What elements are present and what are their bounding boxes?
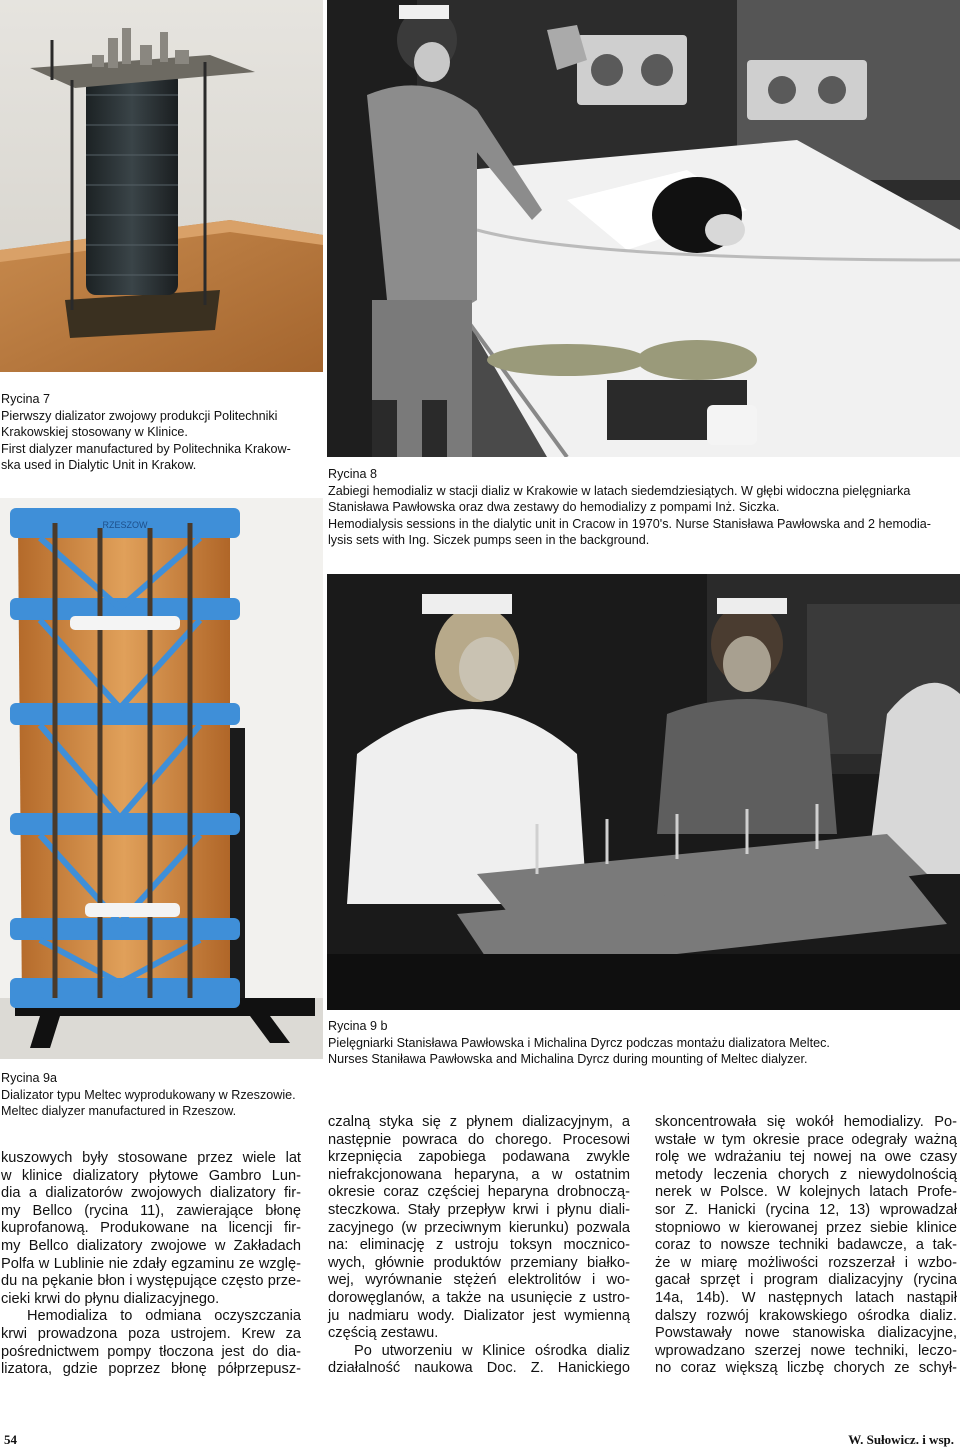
body-text-line: Polfa w Lublinie nie zdały egzaminu ze wzglę-	[1, 1255, 301, 1272]
body-text-line: wprowadzano szerzej nowe techniki, leczo-	[655, 1342, 957, 1359]
body-text-line: niefrakcjonowana heparyna, a w ostatnim	[328, 1166, 630, 1183]
figure-7-caption-line: Krakowskiej stosowany w Klinice.	[1, 425, 188, 440]
body-text-line: w klinice dializatory płytowe Gambro Lun-	[1, 1167, 301, 1184]
figure-8-caption	[328, 466, 958, 549]
figure-8-caption-line: Hemodialysis sessions in the dialytic unit in Cracow in 1970's. Nurse Stanisława Pawłowska and 2 hemodia-	[328, 516, 931, 531]
figure-9b-caption-line: Nurses Staniława Pawłowska and Michalina Dyrcz during mounting of Meltec dialyzer.	[328, 1052, 808, 1067]
body-text-line: steczkowa. Stały przepływ krwi i płynu diali-	[328, 1201, 630, 1218]
body-text-line: skoncentrowała się wokół hemodializy. Po-	[655, 1114, 957, 1130]
body-text-line: coraz to nowsze techniki badawcze, a tak-	[655, 1237, 957, 1254]
figure-9a-caption-line: Meltec dialyzer manufactured in Rzeszow.	[1, 1104, 237, 1119]
figure-7-caption-line: Pierwszy dializator zwojowy produkcji Politechniki	[1, 408, 278, 423]
body-text-line: że w miarę możliwości rozszerzał i wzbo-	[655, 1254, 957, 1271]
body-text-line: wych, głównie produktów przemiany białko-	[328, 1254, 630, 1271]
figure-9b-caption-line: Pielęgniarki Stanisława Pawłowska i Michalina Dyrcz podczas montażu dializatora Meltec.	[328, 1035, 830, 1050]
body-text-line: 14a, 14b). W następnych latach nastąpił	[655, 1289, 957, 1306]
body-text-line: du na pękanie błon i występujące często prze-	[1, 1273, 301, 1290]
body-text-line: nerek w Polsce. W kolejnych latach Profe-	[655, 1184, 957, 1201]
figure-8-caption-line: Zabiegi hemodializ w stacji dializ w Krakowie w latach siedemdziesiątych. W głębi widoczna pielęgniarka	[328, 483, 911, 498]
body-text-line: my Bellco (rycina 11), zawierające błonę	[1, 1202, 301, 1219]
figure-8-photo	[327, 0, 960, 457]
body-text-line: krzepnięcia zapobiega podawana zwykle	[328, 1149, 630, 1166]
body-text-line: Po utworzeniu w Klinice ośrodka dializ	[354, 1342, 630, 1359]
body-text-line: na: eliminację z ustroju toksyn mocznico-	[328, 1237, 630, 1254]
figure-9b-photo	[327, 574, 960, 1010]
body-text-line: okresie coraz częściej heparyna drobnoczą-	[328, 1184, 630, 1201]
body-text-line: wej, wyrównanie stężeń elektrolitów i wo-	[328, 1272, 630, 1289]
figure-7-photo	[0, 0, 323, 372]
body-text-line: wstałe w tym okresie prace odegrały ważną	[655, 1131, 957, 1148]
body-text-line: dorowęglanów, a także na usunięcie z ustro-	[328, 1289, 630, 1306]
body-text-line: Hemodializa to odmiana oczyszczania	[27, 1308, 301, 1325]
running-author: W. Sułowicz. i wsp.	[848, 1432, 954, 1447]
figure-9a-caption	[1, 1070, 321, 1120]
figure-9a-caption-line: Dializator typu Meltec wyprodukowany w Rzeszowie.	[1, 1087, 296, 1102]
body-text-line: kuprofanową. Produkowane na licencji fir-	[1, 1220, 301, 1237]
body-text-line: no coraz większą liczbę chorych ze schył-	[655, 1360, 957, 1377]
figure-7-caption	[1, 391, 321, 474]
body-text-line: gacał sprzęt i program dializacyjny (rycina	[655, 1272, 957, 1289]
figure-9a-label: Rycina 9a	[1, 1071, 58, 1085]
figure-8-label: Rycina 8	[328, 467, 377, 481]
body-column-right	[655, 1114, 957, 1378]
body-text-line: ju nadmiaru wody. Dializator jest wymienną	[328, 1307, 630, 1324]
body-text-line: dia a dializatorów zwojowych dializatory fir-	[1, 1185, 301, 1202]
figure-7-caption-line: ska used in Dialytic Unit in Krakow.	[1, 458, 197, 473]
body-text-line: rolę we wdrażaniu tej nowej na owe czasy	[655, 1149, 957, 1166]
body-column-left	[1, 1150, 301, 1379]
body-text-line: krwi prowadzona poza ustrojem. Krew za	[1, 1325, 301, 1342]
figure-9a-device-label: RZESZOW	[102, 520, 148, 530]
body-text-line: następnie powraca do chorego. Procesowi	[328, 1131, 630, 1148]
body-text-line: my Bellco dializatory zwojowe w Zakładach	[1, 1237, 301, 1254]
body-text-line: stopniowo w kierowanej przez siebie klinice	[655, 1219, 957, 1236]
figure-9a-photo	[0, 498, 323, 1059]
body-text-line: częścią zestawu.	[328, 1325, 439, 1342]
figure-8-caption-line: Stanisława Pawłowska oraz dwa zestawy do hemodializy z pompami Inż. Siczka.	[328, 500, 780, 515]
body-text-line: Powstawały nowe stanowiska dializacyjne,	[655, 1325, 957, 1342]
body-column-middle	[328, 1114, 630, 1378]
body-text-line: pośrednictwem pompy tłoczona jest do dia-	[1, 1343, 301, 1360]
page-number: 54	[4, 1432, 17, 1447]
figure-7-label: Rycina 7	[1, 392, 50, 406]
body-text-line: zacyjnego (w przeciwnym kierunku) pozwala	[328, 1219, 630, 1236]
figure-8-caption-line: lysis sets with Ing. Siczek pumps seen in the background.	[328, 533, 650, 548]
body-text-line: metody leczenia chorych z niewydolnością	[655, 1166, 957, 1183]
body-text-line: czalną styka się z płynem dializacyjnym, a	[328, 1114, 630, 1130]
body-text-line: kuszowych były stosowane przez wiele lat	[1, 1150, 301, 1166]
body-text-line: dalszy rozwój krakowskiego ośrodka dializ.	[655, 1307, 957, 1324]
body-text-line: działalność naukowa Doc. Z. Hanickiego	[328, 1360, 630, 1377]
body-text-line: sor Z. Hanicki (rycina 12, 13) wprowadzał	[655, 1201, 957, 1218]
figure-9b-label: Rycina 9 b	[328, 1019, 388, 1033]
body-text-line: cieki krwi do płynu dializacyjnego.	[1, 1290, 220, 1307]
body-text-line: lizatora, gdzie poprzez błonę półprzepusz-	[1, 1361, 301, 1378]
figure-7-caption-line: First dialyzer manufactured by Politechnika Krakow-	[1, 441, 291, 456]
figure-9b-caption	[328, 1018, 958, 1068]
